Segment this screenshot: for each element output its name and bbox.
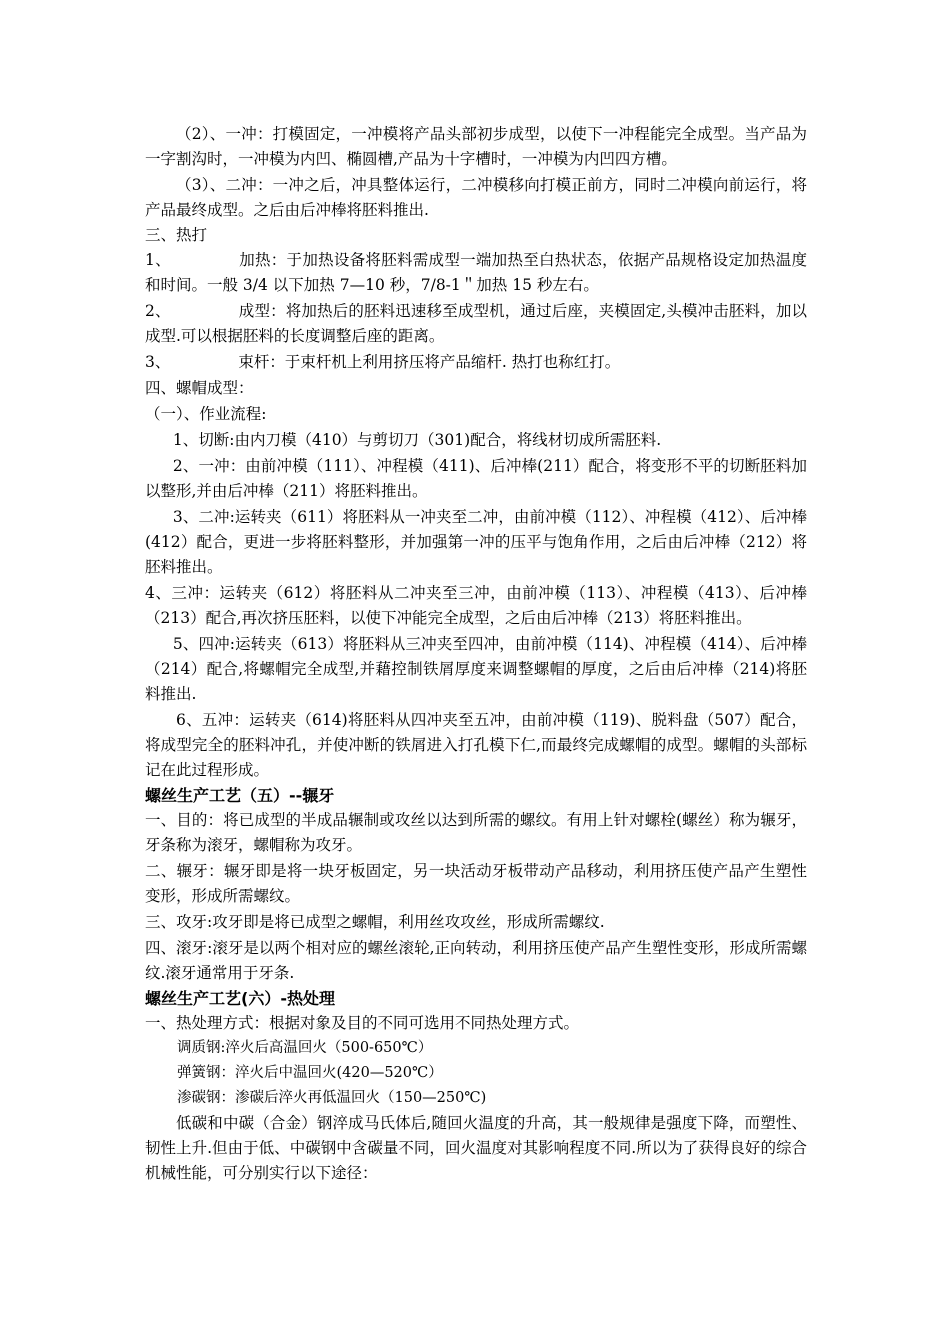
heat-treatment-intro: 一、热处理方式：根据对象及目的不同可选用不同热处理方式。 bbox=[145, 1014, 580, 1032]
section-heading-thread-rolling: 螺丝生产工艺（五）--辗牙 bbox=[145, 786, 335, 805]
thread-tapping: 三、攻牙:攻牙即是将已成型之螺帽，利用丝攻攻丝，形成所需螺纹. bbox=[145, 913, 605, 931]
hot-step-number: 2、 bbox=[145, 302, 171, 320]
thread-purpose: 一、目的：将已成型的半成品辗制或攻丝以达到所需的螺纹。有用上针对螺栓(螺丝）称为辗牙，牙条称为滚牙，螺帽称为攻牙。 bbox=[145, 811, 807, 854]
thread-rolling: 二、辗牙：辗牙即是将一块牙板固定，另一块活动牙板带动产品移动，利用挤压使产品产生塑性变形，形成所需螺纹。 bbox=[145, 862, 807, 905]
hot-step-number: 1、 bbox=[145, 251, 171, 269]
hot-step-text: 成型：将加热后的胚料迅速移至成型机，通过后座，夹模固定,头模冲击胚料，加以成型.可以根据胚料的长度调整后座的距离。 bbox=[145, 302, 807, 345]
hot-step-shaft bbox=[145, 350, 807, 375]
document-page bbox=[145, 122, 807, 1186]
heat-treatment-carburized-steel: 渗碳钢：渗碳后淬火再低温回火（150—250℃) bbox=[177, 1090, 487, 1106]
hot-step-heating bbox=[145, 248, 807, 298]
section-heading-heat-treatment: 螺丝生产工艺(六）-热处理 bbox=[145, 989, 335, 1008]
paragraph-second-punch-2: （3）、二冲：一冲之后，冲具整体运行，二冲模移向打模正前方，同时二冲模向前运行，将产品最终成型。之后由后冲棒将胚料推出. bbox=[145, 176, 807, 219]
nut-step-2: 2、一冲：由前冲模（111）、冲程模（411)、后冲棒(211）配合，将变形不平的切断胚料加以整形,并由后冲棒（211）将胚料推出。 bbox=[145, 457, 807, 500]
hot-step-number: 3、 bbox=[145, 353, 171, 371]
nut-step-5: 5、四冲:运转夹（613）将胚料从三冲夹至四冲，由前冲模（114)、冲程模（414）、后冲棒（214）配合,将螺帽完全成型,并藉控制铁屑厚度来调整螺帽的厚度，之后由后冲棒（214)将胚料推出. bbox=[145, 635, 807, 703]
heading-work-flow: （一）、作业流程: bbox=[145, 405, 267, 423]
hot-step-text: 束杆：于束杆机上利用挤压将产品缩杆. 热打也称红打。 bbox=[238, 353, 621, 371]
nut-step-3: 3、二冲:运转夹（611）将胚料从一冲夹至二冲，由前冲模（112）、冲程模（412）、后冲棒(412）配合，更进一步将胚料整形，并加强第一冲的压平与饱角作用，之后由后冲棒（212）将胚料推出。 bbox=[145, 508, 807, 576]
hot-step-text: 加热：于加热设备将胚料需成型一端加热至白热状态，依据产品规格设定加热温度和时间。一般 3/4 以下加热 7—10 秒，7/8-1＂加热 15 秒左右。 bbox=[145, 251, 807, 294]
hot-step-forming bbox=[145, 299, 807, 349]
heading-hot-forging: 三、热打 bbox=[145, 226, 208, 244]
nut-step-1: 1、切断:由内刀模（410）与剪切刀（301)配合，将线材切成所需胚料. bbox=[172, 431, 662, 449]
heat-treatment-spring-steel: 弹簧钢：淬火后中温回火(420—520℃） bbox=[177, 1065, 443, 1081]
heading-nut-forming: 四、螺帽成型： bbox=[145, 379, 254, 397]
nut-step-6: 6、五冲：运转夹（614)将胚料从四冲夹至五冲，由前冲模（119)、脱料盘（507）配合，将成型完全的胚料冲孔，并使冲断的铁屑进入打孔模下仁,而最终完成螺帽的成型。螺帽的头部标记在此过程形成。 bbox=[145, 711, 807, 779]
nut-step-4: 4、三冲：运转夹（612）将胚料从二冲夹至三冲，由前冲模（113）、冲程模（413）、后冲棒（213）配合,再次挤压胚料，以使下冲能完全成型，之后由后冲棒（213）将胚料推出。 bbox=[145, 584, 807, 627]
heat-treatment-quenched-steel: 调质钢:淬火后高温回火（500-650℃） bbox=[177, 1040, 433, 1056]
paragraph-second-punch-1: （2）、一冲：打模固定，一冲模将产品头部初步成型，以使下一冲程能完全成型。当产品为一字割沟时，一冲模为内凹、椭圆槽,产品为十字槽时，一冲模为内凹四方槽。 bbox=[145, 125, 807, 168]
thread-roll-wheel: 四、滚牙:滚牙是以两个相对应的螺丝滚轮,正向转动，利用挤压使产品产生塑性变形，形成所需螺纹.滚牙通常用于牙条. bbox=[145, 939, 807, 982]
heat-treatment-summary: 低碳和中碳（合金）钢淬成马氏体后,随回火温度的升高，其一般规律是强度下降，而塑性、韧性上升.但由于低、中碳钢中含碳量不同，回火温度对其影响程度不同.所以为了获得良好的综合机械性能，可分别实行以下途径： bbox=[145, 1114, 807, 1182]
